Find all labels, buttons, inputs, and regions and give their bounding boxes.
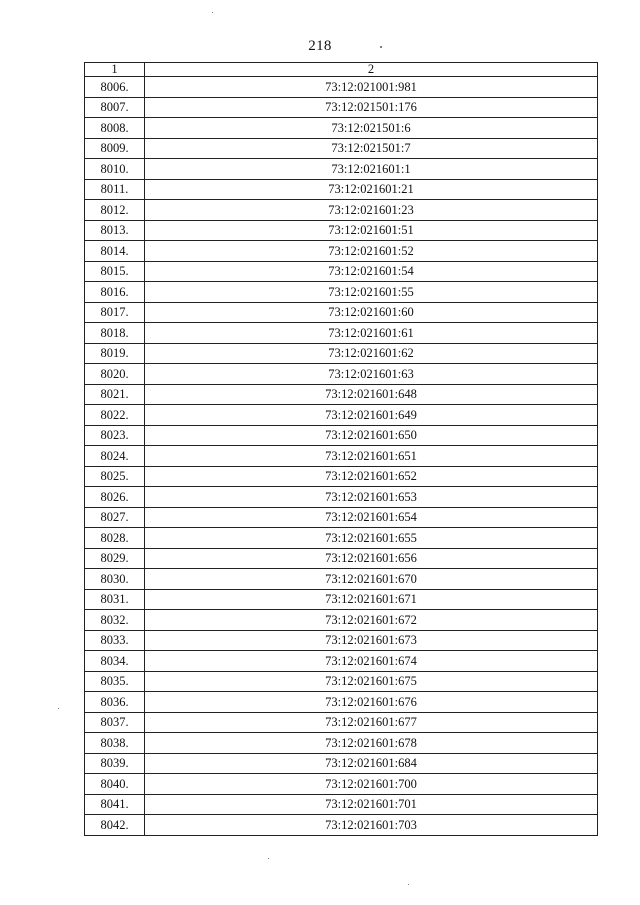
row-number: 8034. (85, 651, 145, 672)
cadastral-number: 73:12:021601:701 (145, 794, 598, 815)
table-row (85, 569, 598, 590)
table-row (85, 200, 598, 221)
table-row (85, 507, 598, 528)
cadastral-number: 73:12:021601:671 (145, 589, 598, 610)
table-row (85, 364, 598, 385)
cadastral-number: 73:12:021501:7 (145, 138, 598, 159)
cadastral-number: 73:12:021601:1 (145, 159, 598, 180)
row-number: 8040. (85, 774, 145, 795)
table-row (85, 118, 598, 139)
row-number: 8039. (85, 753, 145, 774)
table-row (85, 282, 598, 303)
cadastral-number: 73:12:021601:21 (145, 179, 598, 200)
cadastral-number: 73:12:021601:52 (145, 241, 598, 262)
column-header-1: 1 (85, 63, 145, 77)
row-number: 8035. (85, 671, 145, 692)
row-number: 8027. (85, 507, 145, 528)
cadastral-number: 73:12:021601:23 (145, 200, 598, 221)
scan-speck (380, 46, 382, 48)
table-row (85, 815, 598, 836)
table-row (85, 671, 598, 692)
row-number: 8022. (85, 405, 145, 426)
row-number: 8028. (85, 528, 145, 549)
scan-speck (212, 12, 213, 13)
row-number: 8017. (85, 302, 145, 323)
cadastral-number: 73:12:021601:652 (145, 466, 598, 487)
row-number: 8013. (85, 220, 145, 241)
row-number: 8011. (85, 179, 145, 200)
cadastral-number: 73:12:021001:981 (145, 77, 598, 98)
cadastral-number: 73:12:021601:684 (145, 753, 598, 774)
row-number: 8012. (85, 200, 145, 221)
cadastral-number: 73:12:021601:672 (145, 610, 598, 631)
table-row (85, 753, 598, 774)
table-row (85, 77, 598, 98)
table-row (85, 323, 598, 344)
table-row (85, 466, 598, 487)
cadastral-number: 73:12:021601:60 (145, 302, 598, 323)
row-number: 8009. (85, 138, 145, 159)
cadastral-number: 73:12:021601:63 (145, 364, 598, 385)
table-row (85, 733, 598, 754)
row-number: 8010. (85, 159, 145, 180)
row-number: 8019. (85, 343, 145, 364)
cadastral-number: 73:12:021501:176 (145, 97, 598, 118)
row-number: 8006. (85, 77, 145, 98)
table-row (85, 179, 598, 200)
cadastral-number: 73:12:021601:648 (145, 384, 598, 405)
cadastral-number: 73:12:021601:62 (145, 343, 598, 364)
cadastral-number: 73:12:021601:673 (145, 630, 598, 651)
table-header-row (85, 63, 598, 77)
cadastral-number: 73:12:021601:700 (145, 774, 598, 795)
table-row (85, 159, 598, 180)
cadastral-number: 73:12:021601:655 (145, 528, 598, 549)
row-number: 8026. (85, 487, 145, 508)
row-number: 8029. (85, 548, 145, 569)
table-row (85, 630, 598, 651)
cadastral-number: 73:12:021601:654 (145, 507, 598, 528)
cadastral-number: 73:12:021601:675 (145, 671, 598, 692)
table-row (85, 692, 598, 713)
row-number: 8021. (85, 384, 145, 405)
table-row (85, 712, 598, 733)
cadastral-number: 73:12:021601:54 (145, 261, 598, 282)
table-row (85, 610, 598, 631)
row-number: 8007. (85, 97, 145, 118)
row-number: 8031. (85, 589, 145, 610)
row-number: 8036. (85, 692, 145, 713)
cadastral-number: 73:12:021601:674 (145, 651, 598, 672)
column-header-2: 2 (145, 63, 598, 77)
row-number: 8037. (85, 712, 145, 733)
table-row (85, 794, 598, 815)
cadastral-table (84, 62, 598, 836)
page-number: 218 (308, 38, 332, 54)
row-number: 8008. (85, 118, 145, 139)
scan-speck (268, 858, 269, 859)
table-row (85, 241, 598, 262)
cadastral-number: 73:12:021601:703 (145, 815, 598, 836)
row-number: 8030. (85, 569, 145, 590)
row-number: 8024. (85, 446, 145, 467)
table-row (85, 651, 598, 672)
cadastral-number: 73:12:021601:653 (145, 487, 598, 508)
row-number: 8014. (85, 241, 145, 262)
table-row (85, 405, 598, 426)
row-number: 8020. (85, 364, 145, 385)
table-row (85, 343, 598, 364)
table-row (85, 302, 598, 323)
row-number: 8018. (85, 323, 145, 344)
scan-speck (58, 708, 59, 709)
row-number: 8038. (85, 733, 145, 754)
row-number: 8015. (85, 261, 145, 282)
row-number: 8023. (85, 425, 145, 446)
cadastral-number: 73:12:021601:656 (145, 548, 598, 569)
cadastral-number: 73:12:021601:678 (145, 733, 598, 754)
row-number: 8016. (85, 282, 145, 303)
table-row (85, 97, 598, 118)
table-row (85, 220, 598, 241)
table-row (85, 774, 598, 795)
table-row (85, 138, 598, 159)
cadastral-number: 73:12:021601:649 (145, 405, 598, 426)
table-row (85, 548, 598, 569)
table-row (85, 261, 598, 282)
table-row (85, 589, 598, 610)
cadastral-number: 73:12:021601:51 (145, 220, 598, 241)
scan-speck (408, 884, 409, 885)
cadastral-number: 73:12:021601:61 (145, 323, 598, 344)
row-number: 8025. (85, 466, 145, 487)
row-number: 8033. (85, 630, 145, 651)
table-row (85, 487, 598, 508)
row-number: 8032. (85, 610, 145, 631)
table-row (85, 528, 598, 549)
cadastral-number: 73:12:021601:670 (145, 569, 598, 590)
table-row (85, 425, 598, 446)
cadastral-number: 73:12:021601:650 (145, 425, 598, 446)
cadastral-number: 73:12:021601:651 (145, 446, 598, 467)
cadastral-number: 73:12:021501:6 (145, 118, 598, 139)
row-number: 8041. (85, 794, 145, 815)
row-number: 8042. (85, 815, 145, 836)
table-row (85, 384, 598, 405)
table-row (85, 446, 598, 467)
cadastral-number: 73:12:021601:55 (145, 282, 598, 303)
cadastral-number: 73:12:021601:677 (145, 712, 598, 733)
cadastral-number: 73:12:021601:676 (145, 692, 598, 713)
